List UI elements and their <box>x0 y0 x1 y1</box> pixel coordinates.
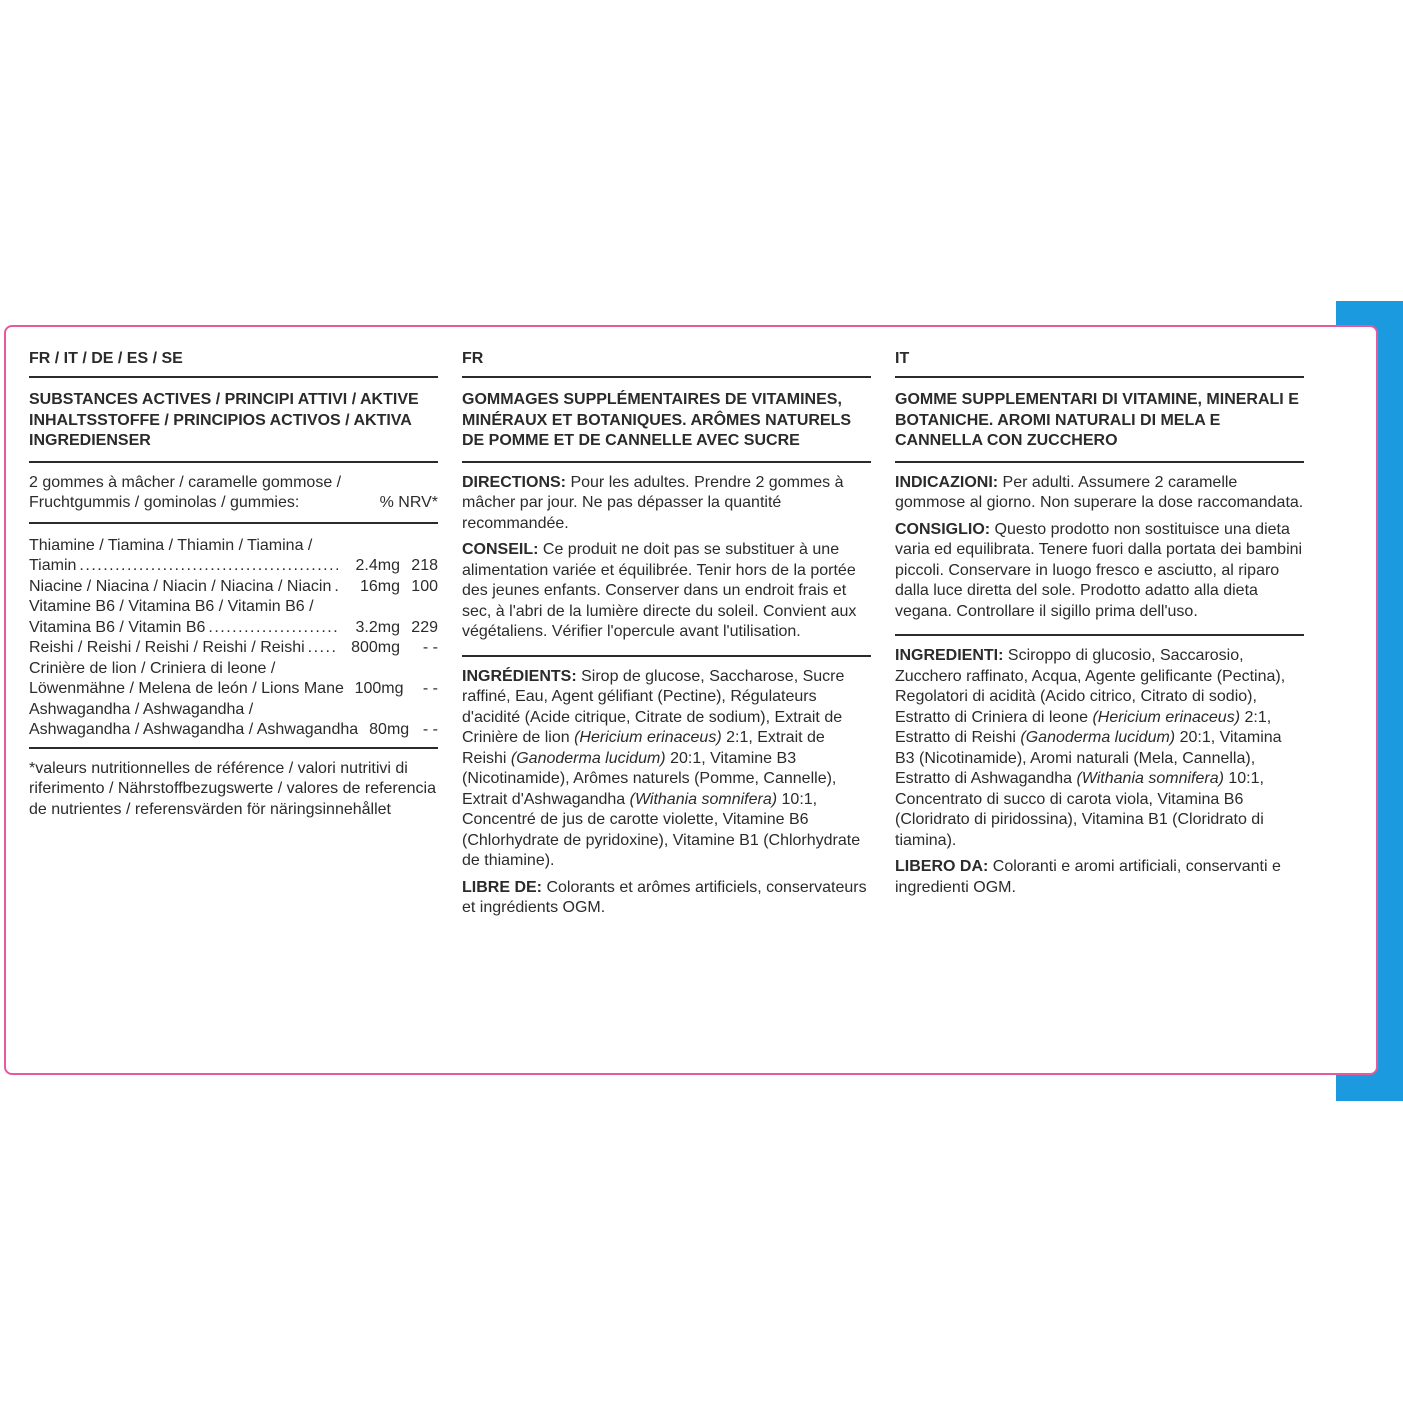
nutrient-name-prefix: Crinière de lion / Criniera di leone / <box>29 659 276 677</box>
nutrient-amount: 2.4mg <box>355 557 400 574</box>
ingredients-text: Sciroppo di glucosio, Saccarosio, Zucchero raffinato, Acqua, Agente gelificante (Pectina), Regolatori di acidità (Acido citrico, Citrato di sodio), Estratto di Criniera di leone <box>895 647 1286 726</box>
nutrient-nrv: - - <box>422 639 438 656</box>
nutrient-nrv: 218 <box>411 557 438 574</box>
free-from-label: LIBERO DA: <box>895 858 989 875</box>
free-from-paragraph <box>462 878 871 919</box>
directions-block <box>462 463 871 655</box>
nutrient-amount: 3.2mg <box>355 618 400 636</box>
directions-paragraph <box>895 473 1304 514</box>
nutrient-row <box>29 659 438 700</box>
advice-label: CONSIGLIO: <box>895 520 991 538</box>
nutrient-table <box>29 524 438 747</box>
nutrient-nrv: 100 <box>411 577 438 595</box>
serving-size <box>29 463 438 522</box>
ingredients-label: INGRÉDIENTS: <box>462 667 577 685</box>
nutrient-name: Vitamina B6 / Vitamin B6 <box>29 618 206 636</box>
ingredients-block <box>895 636 1304 910</box>
directions-text: Pour les adultes. Prendre 2 gommes à mâcher par jour. Ne pas dépasser la quantité recommandée. <box>462 473 844 532</box>
ingredients-paragraph <box>895 646 1304 851</box>
language-heading: IT <box>895 350 910 367</box>
directions-block <box>895 463 1304 635</box>
advice-label: CONSEIL: <box>462 541 539 558</box>
nrv-header: % NRV* <box>379 494 438 511</box>
label-panel <box>4 325 1378 1075</box>
leader-dots <box>79 556 338 577</box>
ingredients-text: 20:1, Vitamine B3 (Nicotinamide), Arômes naturels (Pomme, Cannelle), Extrait d'Ashwagandha <box>462 749 837 808</box>
nutrient-row <box>29 638 438 659</box>
advice-text: Questo prodotto non sostituisce una dieta varia ed equilibrata. Tenere fuori dalla portata dei bambini piccoli. Conservare in luogo fresco e asciutto, al riparo dalla luce diretta del sole. Prodotto adatto alla dieta vegana. Controllare il sigillo prima dell'uso. <box>895 520 1303 620</box>
nutrient-name-prefix: Thiamine / Tiamina / Thiamin / Tiamina / <box>29 536 313 554</box>
leader-dots <box>208 618 338 639</box>
languages-heading: FR / IT / DE / ES / SE <box>29 350 183 367</box>
ingredients-text: 2:1, Extrait de Reishi <box>462 729 825 767</box>
leader-dots <box>334 577 338 598</box>
nutrient-name: Löwenmähne / Melena de león / Lions Mane <box>29 680 344 697</box>
product-title: GOMME SUPPLEMENTARI DI VITAMINE, MINERALI E BOTANICHE. AROMI NATURALI DI MELA E CANNELLA CON ZUCCHERO <box>895 391 1299 449</box>
latin-name: (Ganoderma lucidum) <box>1020 729 1176 746</box>
directions-label: DIRECTIONS: <box>462 473 566 491</box>
nutrient-row <box>29 597 438 638</box>
directions-label: INDICAZIONI: <box>895 473 999 491</box>
latin-name: (Withania somnifera) <box>1076 770 1224 787</box>
language-heading: FR <box>462 350 484 367</box>
nutrient-amount: 16mg <box>359 577 400 595</box>
ingredients-paragraph <box>462 667 871 872</box>
ingredients-text: Sirop de glucose, Saccharose, Sucre raffiné, Eau, Agent gélifiant (Pectine), Régulateurs d'acidité (Acide citrique, Citrate de sodium), Extrait de Crinière de lion <box>462 667 845 746</box>
latin-name: (Hericium erinaceus) <box>1092 708 1241 726</box>
ingredients-label: INGREDIENTI: <box>895 647 1004 664</box>
ingredients-text: 10:1, Concentrato di succo di carota viola, Vitamina B6 (Cloridrato di piridossina), Vitamina B1 (Cloridrato di tiamina). <box>895 770 1264 849</box>
nrv-footnote: *valeurs nutritionnelles de référence / valori nutritivi di riferimento / Nährstoffbezugswerte / valores de referencia de nutrientes / referensvärden för näringsinnehållet <box>29 759 437 818</box>
free-from-text: Colorants et arômes artificiels, conservateurs et ingrédients OGM. <box>462 878 867 916</box>
nutrient-row <box>29 700 438 741</box>
advice-paragraph <box>462 540 871 643</box>
ingredients-block <box>462 657 871 931</box>
directions-text: Per adulti. Assumere 2 caramelle gommose al giorno. Non superare la dose raccomandata. <box>895 473 1304 511</box>
latin-name: (Hericium erinaceus) <box>574 729 722 746</box>
nutrient-name-prefix: Ashwagandha / Ashwagandha / <box>29 700 254 718</box>
latin-name: (Ganoderma lucidum) <box>510 749 666 767</box>
nutrient-name-prefix: Vitamine B6 / Vitamina B6 / Vitamin B6 / <box>29 598 314 615</box>
ingredients-text: 20:1, Vitamina B3 (Nicotinamide), Aromi naturali (Mela, Cannella), Estratto di Ashwagandha <box>895 729 1282 787</box>
free-from-paragraph <box>895 857 1304 898</box>
french-column <box>462 349 871 931</box>
nutrient-row <box>29 536 438 577</box>
leader-dots <box>308 638 338 659</box>
nutrient-name: Niacine / Niacina / Niacin / Niacina / Niacin <box>29 577 332 595</box>
nutrient-nrv: - - <box>422 680 438 697</box>
nutrient-amount: 800mg <box>351 639 400 656</box>
nutrient-name: Ashwagandha / Ashwagandha / Ashwagandha <box>29 721 359 738</box>
free-from-text: Coloranti e aromi artificiali, conservanti e ingredienti OGM. <box>895 858 1281 896</box>
free-from-label: LIBRE DE: <box>462 878 542 896</box>
latin-name: (Withania somnifera) <box>629 790 778 808</box>
advice-text: Ce produit ne doit pas se substituer à une alimentation variée et équilibrée. Tenir hors de la portée des jeunes enfants. Conserver dans un endroit frais et sec, à l'abri de la lumière directe du soleil. Convient aux végétaliens. Vérifier l'opercule avant l'utilisation. <box>462 541 857 640</box>
active-substances-title: SUBSTANCES ACTIVES / PRINCIPI ATTIVI / AKTIVE INHALTSSTOFFE / PRINCIPIOS ACTIVOS / AKTIVA INGREDIENSER <box>29 391 419 449</box>
serving-label: 2 gommes à mâcher / caramelle gommose / Fruchtgummis / gominolas / gummies: <box>29 473 342 511</box>
nutrient-nrv: - - <box>422 721 438 738</box>
nutrient-row <box>29 577 438 598</box>
nutrient-amount: 100mg <box>354 680 404 697</box>
nutrient-name: Tiamin <box>29 557 77 574</box>
supplement-facts-column <box>29 349 438 820</box>
ingredients-text: 10:1, Concentré de jus de carotte violette, Vitamine B6 (Chlorhydrate de pyridoxine), Vitamine B1 (Chlorhydrate de thiamine). <box>462 790 861 869</box>
italian-column <box>895 349 1304 910</box>
nutrient-name: Reishi / Reishi / Reishi / Reishi / Reishi <box>29 639 305 656</box>
nutrient-amount: 80mg <box>369 721 410 738</box>
nutrient-nrv: 229 <box>411 618 438 636</box>
advice-paragraph <box>895 520 1304 623</box>
directions-paragraph <box>462 473 871 535</box>
product-title: GOMMAGES SUPPLÉMENTAIRES DE VITAMINES, MINÉRAUX ET BOTANIQUES. ARÔMES NATURELS DE POMME ET DE CANNELLE AVEC SUCRE <box>462 391 852 449</box>
ingredients-text: 2:1, Estratto di Reishi <box>895 708 1272 746</box>
